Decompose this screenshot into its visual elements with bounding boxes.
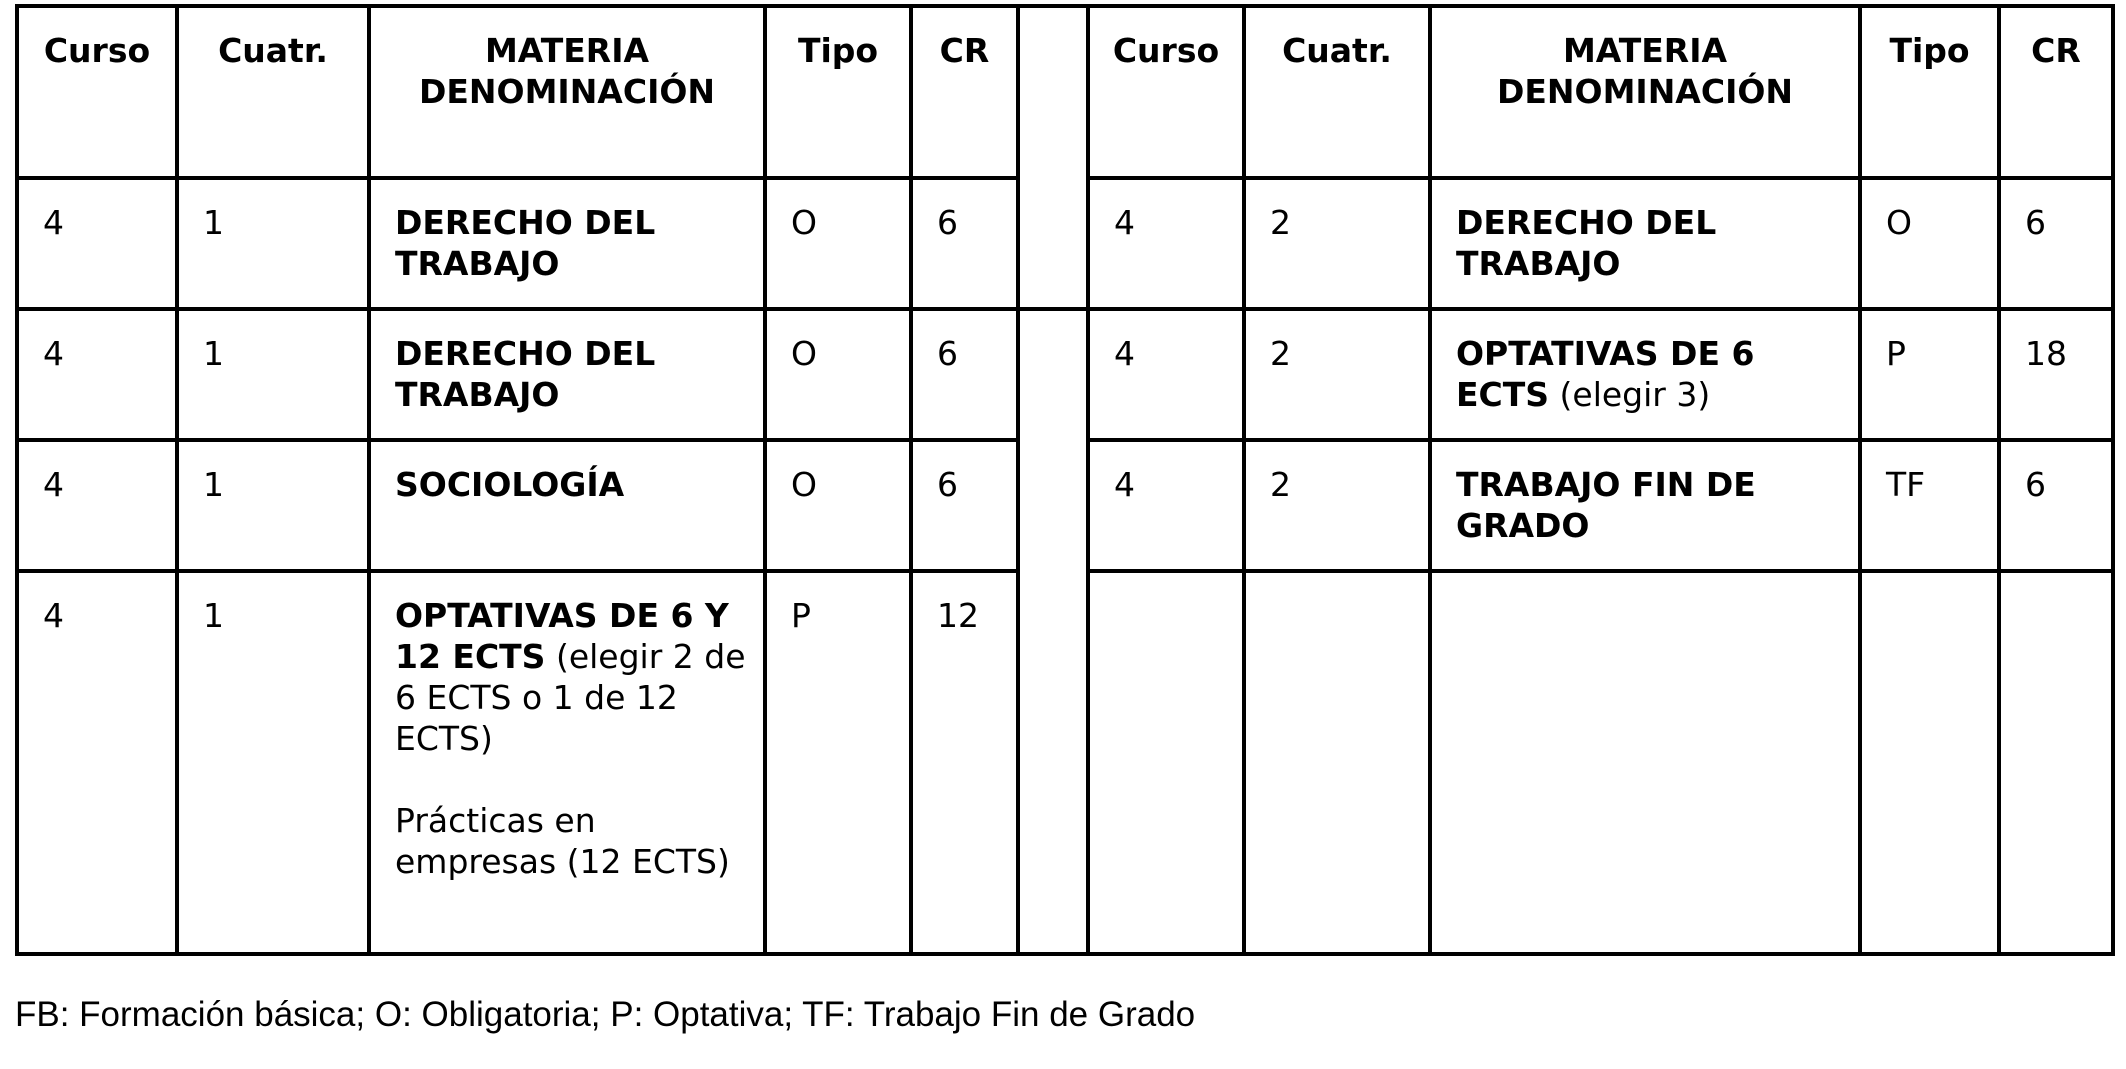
cell-materia: DERECHO DEL TRABAJO bbox=[369, 309, 765, 440]
cell-curso: 4 bbox=[1088, 440, 1244, 571]
cell-curso: 4 bbox=[17, 178, 177, 309]
cell-materia-note: Prácticas en empresas (12 ECTS) bbox=[395, 801, 730, 881]
header-materia: MATERIA DENOMINACIÓN bbox=[369, 6, 765, 178]
cell-empty bbox=[1860, 571, 1999, 954]
cell-tipo: P bbox=[765, 571, 911, 954]
header-cuatr: Cuatr. bbox=[1244, 6, 1430, 178]
cell-cuatr: 1 bbox=[177, 178, 369, 309]
cell-cuatr: 1 bbox=[177, 309, 369, 440]
cell-cr: 18 bbox=[1999, 309, 2113, 440]
cell-cuatr: 1 bbox=[177, 571, 369, 954]
cell-curso: 4 bbox=[17, 309, 177, 440]
cell-tipo: TF bbox=[1860, 440, 1999, 571]
cell-empty bbox=[1430, 571, 1860, 954]
cell-materia: DERECHO DEL TRABAJO bbox=[369, 178, 765, 309]
header-tipo: Tipo bbox=[765, 6, 911, 178]
cell-tipo: O bbox=[765, 309, 911, 440]
cell-cr: 6 bbox=[911, 309, 1018, 440]
header-curso: Curso bbox=[1088, 6, 1244, 178]
cell-materia: OPTATIVAS DE 6 Y 12 ECTS (elegir 2 de 6 ECTS o 1 de 12 ECTS) Prácticas en empresas (12 ECTS) bbox=[369, 571, 765, 954]
cell-tipo: O bbox=[765, 440, 911, 571]
cell-curso: 4 bbox=[17, 571, 177, 954]
cell-tipo: O bbox=[1860, 178, 1999, 309]
header-cr: CR bbox=[911, 6, 1018, 178]
header-row bbox=[17, 6, 2113, 178]
header-tipo: Tipo bbox=[1860, 6, 1999, 178]
cell-materia: OPTATIVAS DE 6 ECTS (elegir 3) bbox=[1430, 309, 1860, 440]
header-cr: CR bbox=[1999, 6, 2113, 178]
study-plan-table bbox=[15, 4, 2115, 956]
cell-tipo: O bbox=[765, 178, 911, 309]
cell-empty bbox=[1999, 571, 2113, 954]
separator-column-bottom bbox=[1018, 309, 1088, 954]
cell-curso: 4 bbox=[1088, 309, 1244, 440]
cell-cr: 12 bbox=[911, 571, 1018, 954]
cell-materia: SOCIOLOGÍA bbox=[369, 440, 765, 571]
header-cuatr: Cuatr. bbox=[177, 6, 369, 178]
separator-column-top bbox=[1018, 6, 1088, 309]
cell-cuatr: 1 bbox=[177, 440, 369, 571]
cell-cuatr: 2 bbox=[1244, 178, 1430, 309]
cell-cr: 6 bbox=[911, 440, 1018, 571]
cell-materia: TRABAJO FIN DE GRADO bbox=[1430, 440, 1860, 571]
header-materia: MATERIA DENOMINACIÓN bbox=[1430, 6, 1860, 178]
cell-tipo: P bbox=[1860, 309, 1999, 440]
cell-cuatr: 2 bbox=[1244, 440, 1430, 571]
cell-materia: DERECHO DEL TRABAJO bbox=[1430, 178, 1860, 309]
cell-cr: 6 bbox=[1999, 440, 2113, 571]
cell-cuatr: 2 bbox=[1244, 309, 1430, 440]
table-row bbox=[17, 309, 2113, 440]
cell-cr: 6 bbox=[1999, 178, 2113, 309]
cell-empty bbox=[1244, 571, 1430, 954]
cell-curso: 4 bbox=[17, 440, 177, 571]
cell-curso: 4 bbox=[1088, 178, 1244, 309]
header-curso: Curso bbox=[17, 6, 177, 178]
legend-text: FB: Formación básica; O: Obligatoria; P: Optativa; TF: Trabajo Fin de Grado bbox=[15, 995, 1196, 1034]
cell-empty bbox=[1088, 571, 1244, 954]
cell-cr: 6 bbox=[911, 178, 1018, 309]
